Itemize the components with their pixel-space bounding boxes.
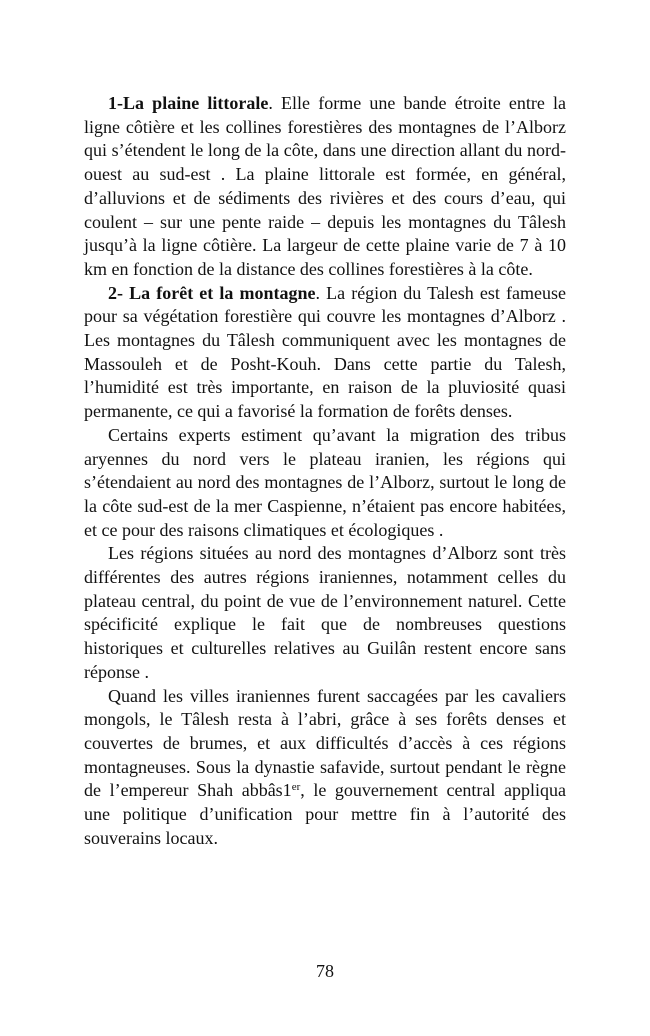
paragraph-regions-nord <box>84 542 566 684</box>
paragraph-text: . La région du Talesh est fameuse pour sa végétation forestière qui couvre les montagnes d’Alborz . Les montagnes du Tâlesh communiquent avec les montagnes de Massouleh et de Posht-Kouh. Dans cette partie du Talesh, l’humidité est très importante, en raison de la pluviosité quasi permanente, ce qui a favorisé la formation de forêts denses. <box>84 282 566 422</box>
paragraph-mongols-safavides <box>84 685 566 851</box>
section-heading-plaine-littorale: 1-La plaine littorale <box>108 93 269 113</box>
paragraph-text: Certains experts estiment qu’avant la migration des tribus aryennes du nord vers le plateau iranien, les régions qui s’étendaient au nord des montagnes de l’Alborz, surtout le long de la côte sud-est de la mer Caspienne, n’étaient pas encore habitées, et ce pour des raisons climatiques et écologiques . <box>84 424 566 540</box>
paragraph-foret-montagne <box>84 282 566 424</box>
paragraph-text: Quand les villes iraniennes furent saccagées par les cavaliers mongols, le Tâlesh resta à l’abri, grâce à ses forêts denses et couvertes de brumes, et aux difficultés d’accès à ces régions montagneuses. Sous la dynastie safavide, surtout pendant le règne de l’empereur Shah abbâs1 <box>84 685 566 801</box>
page-number: 78 <box>316 961 334 981</box>
paragraph-plaine-littorale <box>84 92 566 282</box>
paragraph-text: , le gouvernement central appliqua une politique d’unification pour mettre fin à l’autorité des souverains locaux. <box>84 780 566 848</box>
section-heading-foret-montagne: 2- La forêt et la montagne <box>108 282 316 303</box>
page-body <box>84 92 566 851</box>
paragraph-migration-aryens <box>84 424 566 543</box>
paragraph-text: . Elle forme une bande étroite entre la ligne côtière et les collines forestières des montagnes de l’Alborz qui s’étendent le long de la côte, dans une direction allant du nord-ouest au sud-est . La plaine littorale est formée, en général, d’alluvions et de sédiments des rivières et des cours d’eau, qui coulent – sur une pente raide – depuis les montagnes du Tâlesh jusqu’à la ligne côtière. La largeur de cette plaine varie de 7 à 10 km en fonction de la distance des collines forestières à la côte. <box>84 93 567 279</box>
superscript-ordinal: er <box>291 781 301 794</box>
paragraph-text: Les régions situées au nord des montagnes d’Alborz sont très différentes des autres régions iraniennes, notamment celles du plateau central, du point de vue de l’environnement naturel. Cette spécificité explique le fait que de nombreuses questions historiques et culturelles relatives au Guilân restent encore sans réponse . <box>84 543 566 682</box>
